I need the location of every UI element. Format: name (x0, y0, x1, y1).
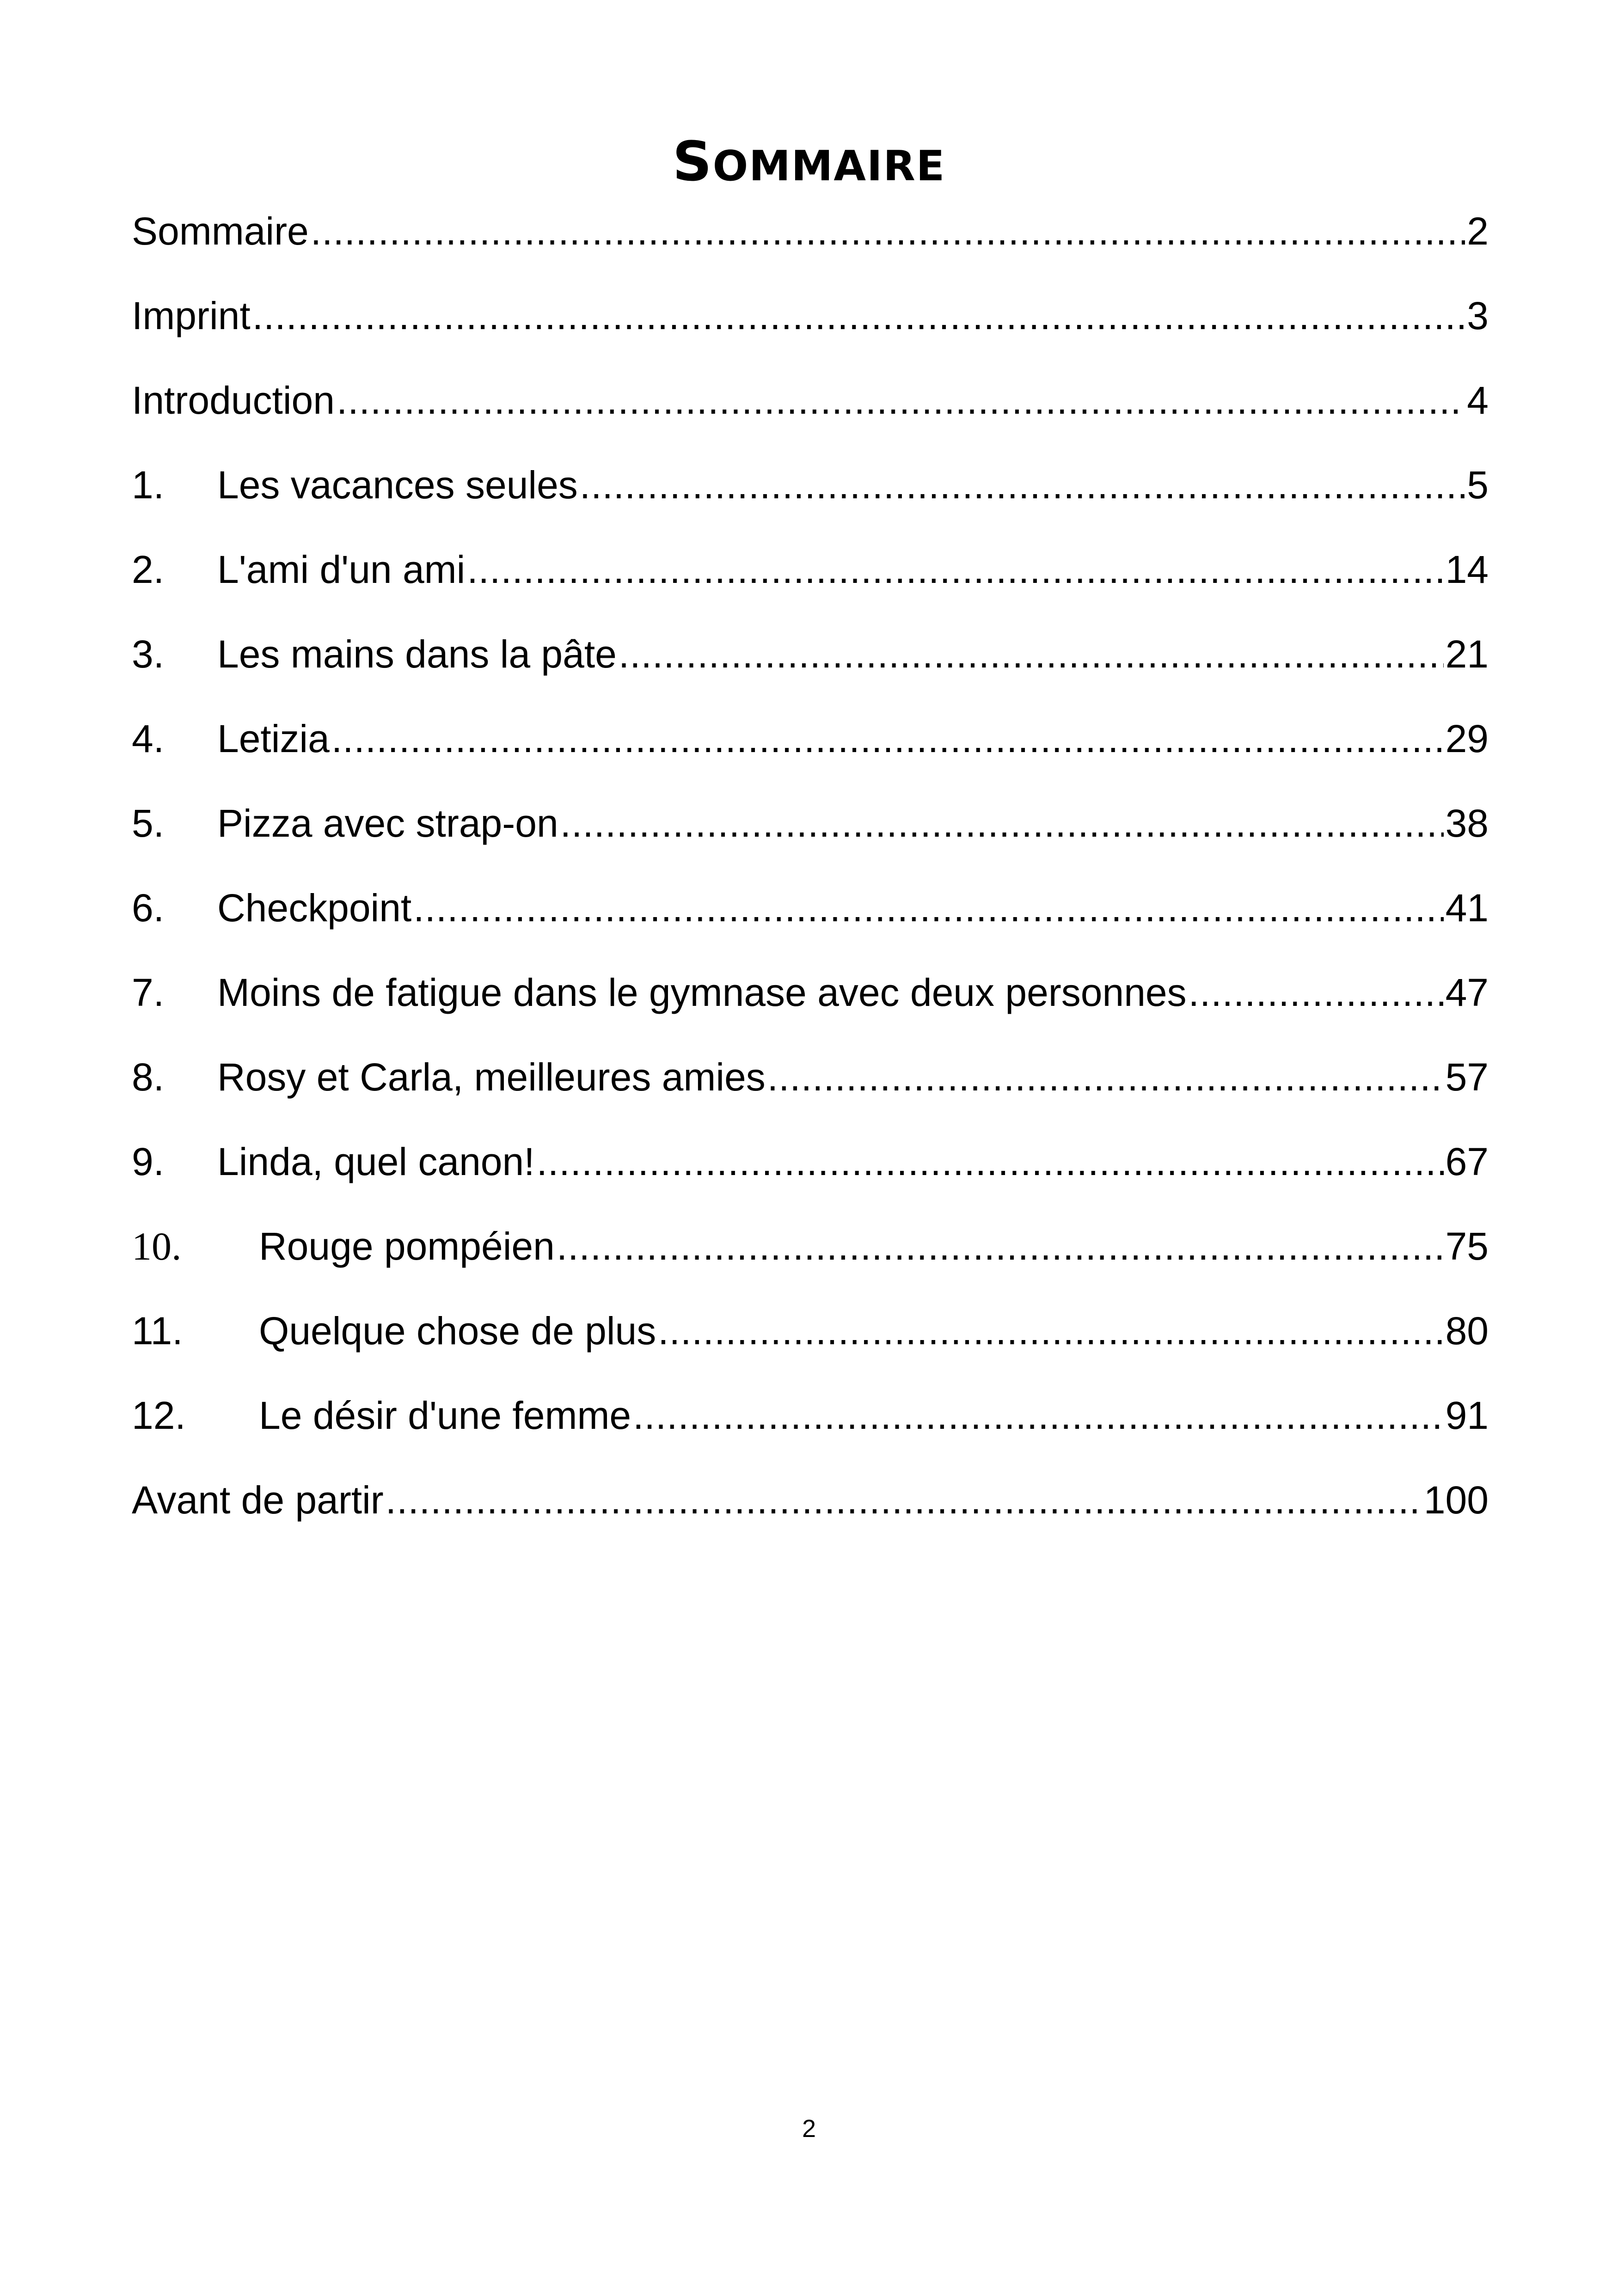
toc-entry-title: Moins de fatigue dans le gymnase avec deux personnes (217, 971, 1187, 1014)
toc-entry-number: 12. (132, 1394, 186, 1437)
toc-entry-title: Letizia (217, 717, 330, 760)
toc-entry-chapter-3[interactable] (132, 626, 1489, 711)
page-title (0, 127, 1618, 201)
toc-leader-dots (580, 457, 1465, 513)
toc-entry-chapter-12[interactable] (132, 1388, 1489, 1472)
toc-entry-number: 9. (132, 1140, 165, 1183)
toc-leader-dots (467, 542, 1443, 597)
toc-entry-page: 2 (1467, 209, 1489, 253)
toc-leader-dots (767, 1049, 1444, 1105)
toc-entry-number: 11. (132, 1309, 183, 1353)
toc-entry-page: 47 (1445, 971, 1489, 1014)
toc-entry-page: 5 (1467, 463, 1489, 507)
toc-leader-dots (311, 203, 1465, 259)
toc-entry-title: Sommaire (132, 209, 309, 253)
toc-entry-title: Introduction (132, 379, 335, 422)
toc-entry-page: 57 (1445, 1055, 1489, 1099)
toc-entry-title: Rouge pompéien (259, 1225, 555, 1268)
toc-entry-number: 8. (132, 1055, 165, 1099)
toc-entry-title: Linda, quel canon! (217, 1140, 535, 1183)
toc-entry-chapter-6[interactable] (132, 880, 1489, 965)
toc-entry-page: 21 (1445, 632, 1489, 676)
toc-entry-page: 75 (1445, 1225, 1489, 1268)
toc-entry-number: 10. (132, 1224, 182, 1268)
page-title-rest: OMMAIRE (712, 142, 946, 191)
page-title-initial: S (672, 129, 713, 194)
toc-leader-dots (337, 373, 1465, 428)
toc-entry-number: 5. (132, 802, 165, 845)
toc-leader-dots (560, 796, 1444, 851)
toc-entry-number: 6. (132, 886, 165, 930)
toc-leader-dots (386, 1472, 1422, 1528)
toc-entry-chapter-8[interactable] (132, 1049, 1489, 1134)
toc-entry-chapter-2[interactable] (132, 542, 1489, 626)
toc-entry-number: 3. (132, 632, 165, 676)
toc-entry-imprint[interactable] (132, 288, 1489, 373)
toc-entry-title: Les mains dans la pâte (217, 632, 617, 676)
toc-leader-dots (537, 1134, 1444, 1189)
table-of-contents (132, 203, 1489, 1557)
toc-entry-title: Imprint (132, 294, 251, 337)
toc-entry-chapter-9[interactable] (132, 1134, 1489, 1218)
toc-entry-number: 4. (132, 717, 165, 760)
toc-leader-dots (619, 626, 1444, 682)
toc-entry-title: Quelque chose de plus (259, 1309, 656, 1353)
toc-entry-page: 80 (1445, 1309, 1489, 1353)
toc-entry-chapter-11[interactable] (132, 1303, 1489, 1388)
toc-entry-page: 4 (1467, 379, 1489, 422)
page-number: 2 (802, 2115, 816, 2143)
toc-entry-number: 2. (132, 548, 165, 591)
toc-entry-page: 41 (1445, 886, 1489, 930)
toc-entry-page: 14 (1445, 548, 1489, 591)
toc-leader-dots (413, 880, 1443, 936)
toc-entry-number: 1. (132, 463, 165, 507)
toc-entry-title: Avant de partir (132, 1478, 384, 1522)
toc-entry-title: Checkpoint (217, 886, 412, 930)
toc-leader-dots (633, 1388, 1443, 1443)
toc-entry-sommaire[interactable] (132, 203, 1489, 288)
toc-entry-page: 100 (1423, 1478, 1489, 1522)
toc-entry-title: L'ami d'un ami (217, 548, 466, 591)
toc-leader-dots (557, 1218, 1444, 1274)
toc-entry-chapter-10[interactable] (132, 1218, 1489, 1303)
toc-leader-dots (252, 288, 1465, 343)
toc-leader-dots (1189, 965, 1444, 1020)
toc-entry-avant-de-partir[interactable] (132, 1472, 1489, 1557)
toc-entry-page: 91 (1445, 1394, 1489, 1437)
toc-entry-page: 38 (1445, 802, 1489, 845)
toc-entry-page: 67 (1445, 1140, 1489, 1183)
toc-entry-page: 29 (1445, 717, 1489, 760)
toc-entry-title: Pizza avec strap-on (217, 802, 558, 845)
toc-entry-page: 3 (1467, 294, 1489, 337)
toc-entry-number: 7. (132, 971, 165, 1014)
toc-leader-dots (331, 711, 1444, 766)
toc-leader-dots (658, 1303, 1443, 1359)
toc-entry-chapter-5[interactable] (132, 796, 1489, 880)
toc-entry-title: Les vacances seules (217, 463, 578, 507)
toc-entry-title: Le désir d'une femme (259, 1394, 631, 1437)
toc-entry-introduction[interactable] (132, 373, 1489, 457)
toc-entry-chapter-4[interactable] (132, 711, 1489, 796)
toc-entry-chapter-1[interactable] (132, 457, 1489, 542)
toc-entry-title: Rosy et Carla, meilleures amies (217, 1055, 766, 1099)
toc-entry-chapter-7[interactable] (132, 965, 1489, 1049)
